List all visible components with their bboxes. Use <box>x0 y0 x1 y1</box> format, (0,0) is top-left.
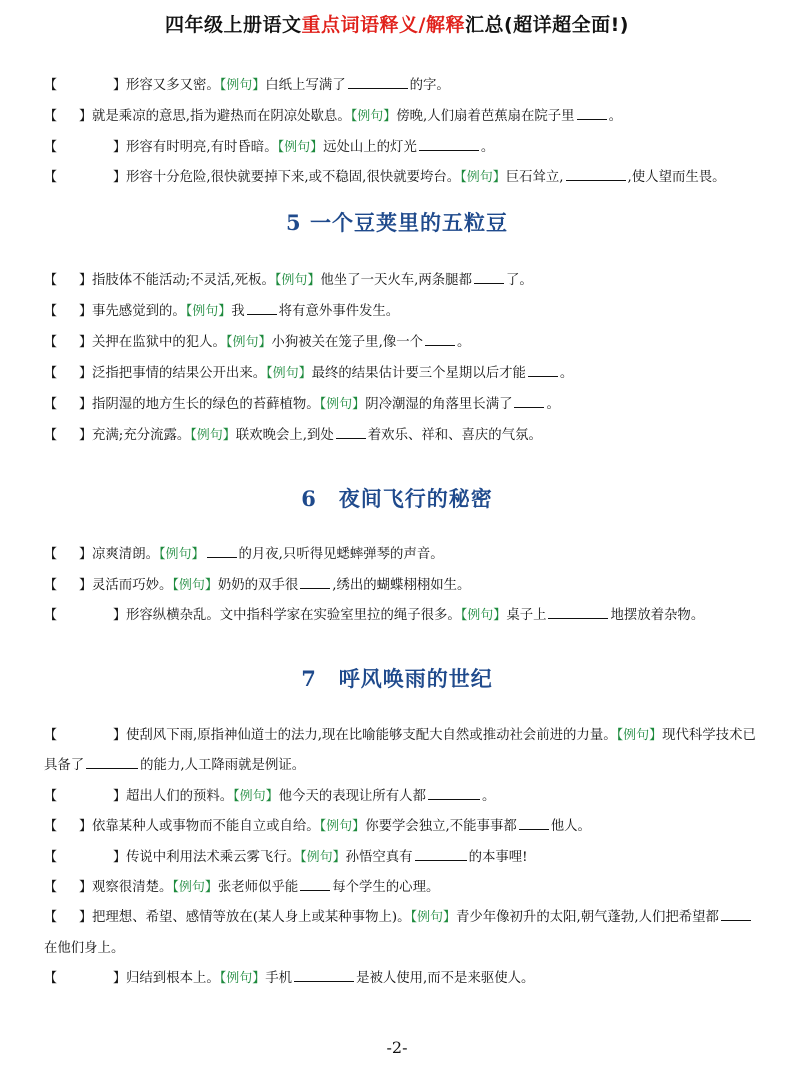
definition: 观察很清楚。 <box>92 880 173 896</box>
close-bracket: 】 <box>113 140 127 155</box>
close-bracket: 】 <box>113 608 127 623</box>
fill-blank[interactable] <box>474 269 504 284</box>
fill-blank[interactable] <box>247 300 277 315</box>
example-text: 。 <box>559 366 574 381</box>
open-bracket: 【 <box>44 109 58 124</box>
fill-blank[interactable] <box>425 331 455 346</box>
example-text: 每个学生的心理。 <box>332 880 440 896</box>
example-tag: 【例句】 <box>460 608 507 623</box>
section-continued <box>0 70 794 193</box>
fill-blank[interactable] <box>519 815 549 830</box>
close-bracket: 】 <box>113 788 127 804</box>
fill-blank[interactable] <box>548 604 608 619</box>
definition: 超出人们的预料。 <box>126 788 234 804</box>
definition: 凉爽清朗。 <box>92 547 159 562</box>
example-text: ,使人望而生畏。 <box>627 170 726 185</box>
close-bracket: 】 <box>113 170 127 185</box>
close-bracket: 】 <box>113 971 127 987</box>
definition: 事先感觉到的。 <box>92 304 186 319</box>
example-tag: 【例句】 <box>225 335 272 350</box>
vocab-entry <box>0 782 794 812</box>
vocab-entry <box>0 903 794 964</box>
definition: 形容十分危险,很快就要掉下来,或不稳固,很快就要垮台。 <box>126 170 461 185</box>
page-number: -2- <box>386 1038 408 1057</box>
vocab-entry <box>0 327 794 358</box>
fill-blank[interactable] <box>577 105 607 120</box>
vocab-entry <box>0 358 794 389</box>
example-text: 了。 <box>505 273 533 288</box>
example-tag: 【例句】 <box>319 819 366 835</box>
close-bracket: 】 <box>79 273 93 288</box>
example-tag: 【例句】 <box>185 304 232 319</box>
example-text: 。 <box>608 109 622 124</box>
example-tag: 【例句】 <box>266 366 312 381</box>
close-bracket: 】 <box>79 304 93 319</box>
title-part-suffix: 汇总(超详超全面!) <box>464 14 629 36</box>
example-text: 现代科学技术已具备了 <box>44 728 756 774</box>
example-tag: 【例句】 <box>233 788 279 804</box>
section-title-7: 7 呼风唤雨的世纪 <box>301 666 493 691</box>
definition: 形容纵横杂乱。文中指科学家在实验室里拉的绳子很多。 <box>126 608 461 623</box>
example-text: 在他们身上。 <box>44 940 125 956</box>
fill-blank[interactable] <box>566 166 626 181</box>
definition: 归结到根本上。 <box>126 971 220 987</box>
vocab-entry <box>0 570 794 601</box>
example-text: 的字。 <box>409 78 450 93</box>
example-tag: 【例句】 <box>190 428 236 443</box>
open-bracket: 【 <box>44 819 58 835</box>
example-tag: 【例句】 <box>460 170 506 185</box>
example-text: 是被人使用,而不是来驱使人。 <box>356 971 535 987</box>
close-bracket: 】 <box>79 547 93 562</box>
example-text: 的月夜,只听得见蟋蟀弹琴的声音。 <box>238 547 444 562</box>
example-tag: 【例句】 <box>172 578 218 593</box>
example-tag: 【例句】 <box>300 849 346 865</box>
fill-blank[interactable] <box>300 574 330 589</box>
example-text: 远处山上的灯光 <box>323 140 417 155</box>
close-bracket: 】 <box>79 397 93 412</box>
vocab-entry <box>0 812 794 842</box>
example-text: 。 <box>480 140 495 155</box>
vocab-entry <box>0 389 794 420</box>
example-tag: 【例句】 <box>410 910 456 926</box>
title-part-red: 重点词语释义/解释 <box>301 14 465 36</box>
open-bracket: 【 <box>44 910 58 926</box>
definition: 泛指把事情的结果公开出来。 <box>92 366 267 381</box>
example-text: 的本事哩! <box>468 849 528 865</box>
vocab-entry <box>0 132 794 163</box>
vocab-entry <box>0 420 794 451</box>
fill-blank[interactable] <box>207 543 237 558</box>
open-bracket: 【 <box>44 849 58 865</box>
definition: 使刮风下雨,原指神仙道士的法力,现在比喻能够支配大自然或推动社会前进的力量。 <box>126 728 617 743</box>
example-text: 将有意外事件发生。 <box>278 304 400 319</box>
vocab-entry <box>0 721 794 782</box>
definition: 就是乘凉的意思,指为避热而在阴凉处歇息。 <box>92 109 351 124</box>
fill-blank[interactable] <box>514 393 544 408</box>
definition: 传说中利用法术乘云雾飞行。 <box>126 849 301 865</box>
fill-blank[interactable] <box>528 362 558 377</box>
vocab-entry <box>0 296 794 327</box>
close-bracket: 】 <box>79 880 93 896</box>
example-text: 孙悟空真有 <box>345 849 413 865</box>
close-bracket: 】 <box>79 910 93 926</box>
fill-blank[interactable] <box>419 136 479 151</box>
example-tag: 【例句】 <box>172 880 218 896</box>
fill-blank[interactable] <box>721 906 751 921</box>
close-bracket: 】 <box>113 728 127 743</box>
open-bracket: 【 <box>44 880 58 896</box>
close-bracket: 】 <box>79 335 93 350</box>
section-7 <box>0 721 794 995</box>
example-text: 他人。 <box>550 819 591 835</box>
example-text: 他今天的表现让所有人都 <box>278 788 426 804</box>
definition: 形容又多又密。 <box>126 78 220 93</box>
vocab-entry <box>0 539 794 570</box>
example-text: 。 <box>457 335 471 350</box>
example-text: 阴冷潮湿的角落里长满了 <box>365 397 513 412</box>
example-text: 的能力,人工降雨就是例证。 <box>140 758 306 774</box>
example-text: 我 <box>231 304 245 319</box>
section-5 <box>0 265 794 451</box>
fill-blank[interactable] <box>336 424 366 439</box>
vocab-entry <box>0 843 794 873</box>
section-title-6: 6 夜间飞行的秘密 <box>301 486 493 511</box>
example-text: 桌子上 <box>506 608 547 623</box>
close-bracket: 】 <box>113 78 127 93</box>
definition: 充满;充分流露。 <box>92 428 191 443</box>
open-bracket: 【 <box>44 971 58 987</box>
vocab-entry <box>0 265 794 296</box>
close-bracket: 】 <box>79 366 93 381</box>
open-bracket: 【 <box>44 78 58 93</box>
close-bracket: 】 <box>79 578 93 593</box>
definition: 关押在监狱中的犯人。 <box>92 335 226 350</box>
example-text: 白纸上写满了 <box>265 78 346 93</box>
section-title-5: 5 一个豆荚里的五粒豆 <box>286 210 508 235</box>
open-bracket: 【 <box>44 397 58 412</box>
example-text: 他坐了一天火车,两条腿都 <box>320 273 472 288</box>
example-tag: 【例句】 <box>616 728 663 743</box>
example-text: 最终的结果估计要三个星期以后才能 <box>311 366 526 381</box>
vocab-entry <box>0 163 794 193</box>
title-part-black: 四年级上册语文 <box>164 14 302 36</box>
definition: 形容有时明亮,有时昏暗。 <box>126 140 278 155</box>
open-bracket: 【 <box>44 140 58 155</box>
example-text: 小狗被关在笼子里,像一个 <box>271 335 424 350</box>
example-tag: 【例句】 <box>219 971 266 987</box>
definition: 依靠某种人或事物而不能自立或自给。 <box>92 819 320 835</box>
example-text: 地摆放着杂物。 <box>610 608 705 623</box>
open-bracket: 【 <box>44 728 58 743</box>
vocab-entry <box>0 964 794 994</box>
open-bracket: 【 <box>44 273 58 288</box>
example-text: 青少年像初升的太阳,朝气蓬勃,人们把希望都 <box>455 910 719 926</box>
page-title <box>0 0 794 54</box>
definition: 指阴湿的地方生长的绿色的苔藓植物。 <box>92 397 320 412</box>
example-tag: 【例句】 <box>219 78 266 93</box>
example-text: 张老师似乎能 <box>217 880 299 896</box>
fill-blank[interactable] <box>348 74 408 89</box>
fill-blank[interactable] <box>415 846 467 861</box>
open-bracket: 【 <box>44 304 58 319</box>
open-bracket: 【 <box>44 578 58 593</box>
open-bracket: 【 <box>44 366 58 381</box>
example-text: 。 <box>546 397 560 412</box>
vocab-entry <box>0 70 794 101</box>
vocab-entry <box>0 873 794 903</box>
example-tag: 【例句】 <box>274 273 321 288</box>
fill-blank[interactable] <box>300 876 330 891</box>
vocab-entry <box>0 101 794 132</box>
example-text: 着欢乐、祥和、喜庆的气氛。 <box>367 428 542 443</box>
example-text: 联欢晚会上,到处 <box>235 428 334 443</box>
example-text: 手机 <box>265 971 293 987</box>
example-text: 巨石耸立, <box>505 170 564 185</box>
close-bracket: 】 <box>79 819 93 835</box>
close-bracket: 】 <box>79 428 93 443</box>
fill-blank[interactable] <box>428 785 480 800</box>
example-tag: 【例句】 <box>277 140 324 155</box>
example-tag: 【例句】 <box>158 547 205 562</box>
close-bracket: 】 <box>79 109 93 124</box>
vocab-entry <box>0 601 794 631</box>
example-text: 奶奶的双手很 <box>217 578 299 593</box>
close-bracket: 】 <box>113 849 127 865</box>
example-text: 。 <box>481 788 496 804</box>
open-bracket: 【 <box>44 608 58 623</box>
open-bracket: 【 <box>44 547 58 562</box>
definition: 指肢体不能活动;不灵活,死板。 <box>92 273 275 288</box>
fill-blank[interactable] <box>86 754 138 769</box>
section-6 <box>0 539 794 631</box>
example-tag: 【例句】 <box>350 109 397 124</box>
example-text: 你要学会独立,不能事事都 <box>365 819 517 835</box>
example-text: ,绣出的蝴蝶栩栩如生。 <box>332 578 471 593</box>
example-text: 傍晚,人们扇着芭蕉扇在院子里 <box>396 109 575 124</box>
example-tag: 【例句】 <box>319 397 366 412</box>
fill-blank[interactable] <box>294 967 354 982</box>
open-bracket: 【 <box>44 335 58 350</box>
open-bracket: 【 <box>44 788 58 804</box>
definition: 把理想、希望、感情等放在(某人身上或某种事物上)。 <box>92 910 411 926</box>
open-bracket: 【 <box>44 170 58 185</box>
open-bracket: 【 <box>44 428 58 443</box>
definition: 灵活而巧妙。 <box>92 578 173 593</box>
